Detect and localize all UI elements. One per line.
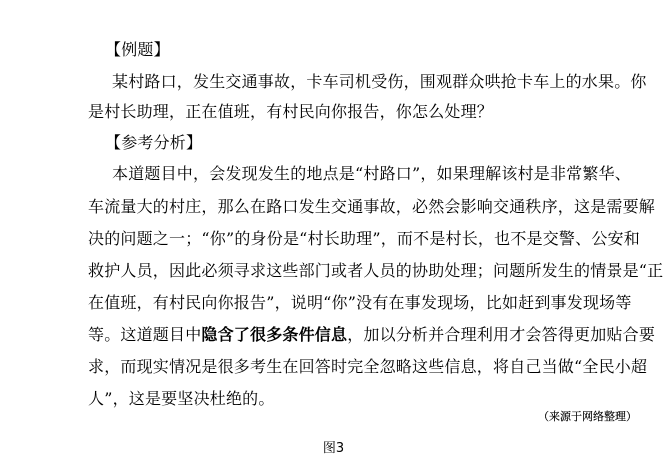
analysis-line-5: 在值班，有村民向你报告”，说明“你”没有在事发现场，比如赶到事发现场等 — [88, 293, 632, 312]
source-note: （来源于网络整理） — [538, 410, 637, 423]
analysis-line-2: 车流量大的村庄，那么在路口发生交通事故，必然会影响交通秩序，这是需要解 — [88, 197, 656, 216]
analysis-emphasis: 隐含了很多条件信息 — [201, 325, 348, 344]
analysis-line-6 — [88, 325, 655, 345]
analysis-line-7: 求，而现实情况是很多考生在回答时完全忽略这些信息，将自己当做“全民小超 — [88, 357, 648, 376]
example-heading: 【例题】 — [105, 40, 170, 59]
analysis-line-6-start: 等。这道题目中 — [88, 325, 202, 344]
figure-caption: 图3 — [322, 441, 345, 456]
analysis-line-3: 决的问题之一；“你”的身份是“村长助理”，而不是村长，也不是交警、公安和 — [88, 229, 640, 248]
analysis-heading: 【参考分析】 — [105, 133, 203, 152]
question-line-1: 某村路口，发生交通事故，卡车司机受伤，围观群众哄抢卡车上的水果。你 — [112, 72, 647, 91]
question-line-2: 是村长助理，正在值班，有村民向你报告，你怎么处理？ — [88, 102, 494, 121]
analysis-line-4: 救护人员，因此必须寻求这些部门或者人员的协助处理；问题所发生的情景是“正 — [88, 261, 664, 280]
analysis-line-8: 人”，这是要坚决杜绝的。 — [88, 389, 275, 408]
analysis-line-1: 本道题目中，会发现发生的地点是“村路口”，如果理解该村是非常繁华、 — [112, 164, 631, 183]
analysis-line-6-end: ，加以分析并合理利用才会答得更加贴合要 — [347, 325, 656, 344]
